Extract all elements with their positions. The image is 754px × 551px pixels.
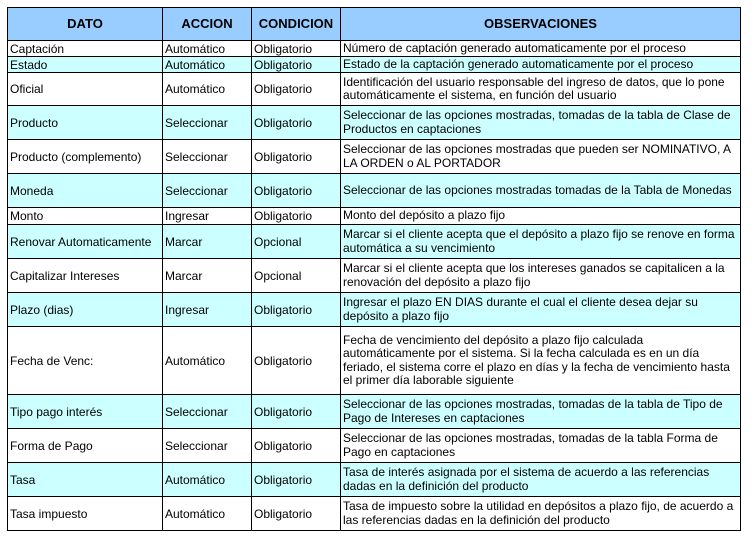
cell-dato: Moneda <box>8 174 163 208</box>
cell-accion: Automático <box>163 497 252 531</box>
cell-observaciones: Tasa de interés asignada por el sistema de acuerdo a las referencias dadas en la definición del producto <box>341 463 741 497</box>
cell-condicion: Obligatorio <box>252 463 341 497</box>
cell-condicion: Obligatorio <box>252 106 341 140</box>
cell-observaciones: Seleccionar de las opciones mostradas tomadas de la Tabla de Monedas <box>341 174 741 208</box>
cell-observaciones: Ingresar el plazo EN DIAS durante el cual el cliente desea dejar su depósito a plazo fijo <box>341 293 741 327</box>
table-row <box>8 208 741 225</box>
table-row <box>8 395 741 429</box>
cell-condicion: Obligatorio <box>252 429 341 463</box>
cell-dato: Capitalizar Intereses <box>8 259 163 293</box>
header-condicion: CONDICION <box>252 8 341 41</box>
cell-accion: Automático <box>163 327 252 395</box>
cell-observaciones: Identificación del usuario responsable del ingreso de datos, que lo pone automáticamente el sistema, en función del usuario <box>341 73 741 106</box>
table-row <box>8 463 741 497</box>
cell-observaciones: Seleccionar de las opciones mostradas, tomadas de la tabla Forma de Pago en captaciones <box>341 429 741 463</box>
cell-dato: Monto <box>8 208 163 225</box>
table-row <box>8 57 741 73</box>
cell-accion: Ingresar <box>163 293 252 327</box>
cell-condicion: Obligatorio <box>252 293 341 327</box>
cell-accion: Marcar <box>163 259 252 293</box>
cell-observaciones: Número de captación generado automaticamente por el proceso <box>341 41 741 57</box>
cell-dato: Captación <box>8 41 163 57</box>
cell-dato: Fecha de Venc: <box>8 327 163 395</box>
cell-observaciones: Estado de la captación generado automaticamente por el proceso <box>341 57 741 73</box>
cell-accion: Marcar <box>163 225 252 259</box>
data-table <box>7 7 741 531</box>
cell-accion: Automático <box>163 57 252 73</box>
cell-accion: Seleccionar <box>163 140 252 174</box>
cell-observaciones: Seleccionar de las opciones mostradas, tomadas de la tabla de Tipo de Pago de Intereses en captaciones <box>341 395 741 429</box>
header-dato: DATO <box>8 8 163 41</box>
table-row <box>8 293 741 327</box>
cell-dato: Producto (complemento) <box>8 140 163 174</box>
cell-condicion: Obligatorio <box>252 73 341 106</box>
header-observaciones: OBSERVACIONES <box>341 8 741 41</box>
cell-condicion: Obligatorio <box>252 57 341 73</box>
cell-observaciones: Marcar si el cliente acepta que el depósito a plazo fijo se renove en forma automática a su vencimiento <box>341 225 741 259</box>
cell-condicion: Obligatorio <box>252 41 341 57</box>
table-row <box>8 73 741 106</box>
cell-dato: Estado <box>8 57 163 73</box>
cell-accion: Automático <box>163 41 252 57</box>
spreadsheet-table-wrapper <box>7 7 741 531</box>
cell-condicion: Obligatorio <box>252 174 341 208</box>
cell-accion: Seleccionar <box>163 106 252 140</box>
cell-accion: Ingresar <box>163 208 252 225</box>
table-row <box>8 140 741 174</box>
table-row <box>8 225 741 259</box>
cell-dato: Tasa <box>8 463 163 497</box>
cell-dato: Plazo (dias) <box>8 293 163 327</box>
table-row <box>8 174 741 208</box>
table-row <box>8 327 741 395</box>
cell-condicion: Obligatorio <box>252 497 341 531</box>
table-header-row <box>8 8 741 41</box>
cell-accion: Seleccionar <box>163 429 252 463</box>
header-accion: ACCION <box>163 8 252 41</box>
table-row <box>8 106 741 140</box>
cell-dato: Producto <box>8 106 163 140</box>
cell-condicion: Obligatorio <box>252 208 341 225</box>
cell-dato: Tasa impuesto <box>8 497 163 531</box>
cell-condicion: Obligatorio <box>252 327 341 395</box>
cell-dato: Oficial <box>8 73 163 106</box>
cell-condicion: Opcional <box>252 259 341 293</box>
cell-observaciones: Fecha de vencimiento del depósito a plazo fijo calculada automáticamente por el sistema. Si la fecha calculada es en un día feriado, el sistema corre el plazo en días y la fecha de vencimiento hasta el primer día laborable siguiente <box>341 327 741 395</box>
cell-accion: Automático <box>163 73 252 106</box>
cell-accion: Seleccionar <box>163 395 252 429</box>
cell-observaciones: Seleccionar de las opciones mostradas, tomadas de la tabla de Clase de Productos en captaciones <box>341 106 741 140</box>
cell-observaciones: Marcar si el cliente acepta que los intereses ganados se capitalicen a la renovación del depósito a plazo fijo <box>341 259 741 293</box>
table-row <box>8 259 741 293</box>
cell-observaciones: Tasa de impuesto sobre la utilidad en depósitos a plazo fijo, de acuerdo a las referencias dadas en la definición del producto <box>341 497 741 531</box>
cell-condicion: Obligatorio <box>252 395 341 429</box>
cell-accion: Automático <box>163 463 252 497</box>
table-row <box>8 41 741 57</box>
table-row <box>8 497 741 531</box>
cell-observaciones: Seleccionar de las opciones mostradas que pueden ser NOMINATIVO, A LA ORDEN o AL PORTADOR <box>341 140 741 174</box>
cell-condicion: Obligatorio <box>252 140 341 174</box>
cell-accion: Seleccionar <box>163 174 252 208</box>
cell-dato: Forma de Pago <box>8 429 163 463</box>
cell-condicion: Opcional <box>252 225 341 259</box>
cell-dato: Tipo pago interés <box>8 395 163 429</box>
cell-observaciones: Monto del depósito a plazo fijo <box>341 208 741 225</box>
cell-dato: Renovar Automaticamente <box>8 225 163 259</box>
table-row <box>8 429 741 463</box>
